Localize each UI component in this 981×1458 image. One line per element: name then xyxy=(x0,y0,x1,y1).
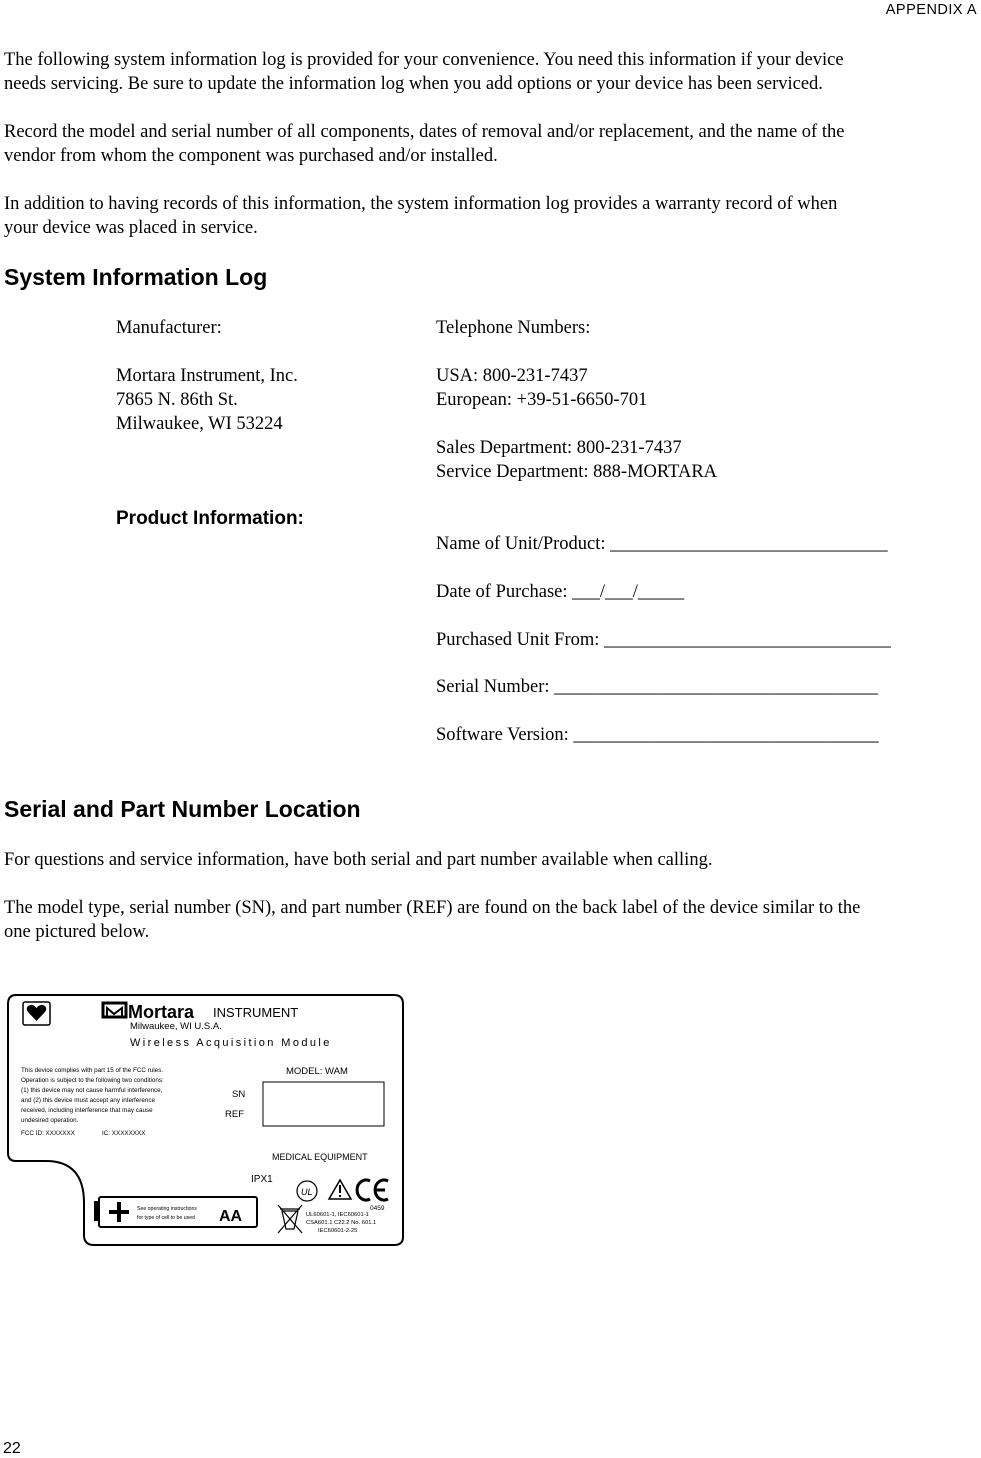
fcc-line: undesired operation. xyxy=(21,1117,79,1124)
battery-note-line: See operating instructions xyxy=(137,1206,197,1212)
intro-paragraph-3 xyxy=(4,192,974,240)
label-medical: MEDICAL EQUIPMENT xyxy=(272,1152,368,1162)
fcc-line: received, including interference that may cause xyxy=(21,1107,153,1114)
location-paragraph-2 xyxy=(4,896,974,944)
text-line: needs servicing. Be sure to update the information log when you add options or your device has been serviced. xyxy=(4,74,823,94)
serial-location-heading: Serial and Part Number Location xyxy=(4,796,361,822)
device-back-label xyxy=(6,993,406,1249)
standard-line: IEC60601-2-25 xyxy=(318,1228,358,1234)
phone-line: USA: 800-231-7437 xyxy=(436,366,588,386)
department-numbers xyxy=(436,436,717,484)
battery-note-line: for type of cell to be used xyxy=(137,1215,195,1221)
product-info-label: Product Information: xyxy=(116,508,304,529)
text-line: The following system information log is provided for your convenience. You need this information if your device xyxy=(4,50,844,70)
label-ipx: IPX1 xyxy=(251,1174,273,1185)
address-line: Milwaukee, WI 53224 xyxy=(116,414,283,434)
text-line: In addition to having records of this information, the system information log provides a warranty record of when xyxy=(4,194,838,214)
telephone-label: Telephone Numbers: xyxy=(436,318,591,338)
label-city: Milwaukee, WI U.S.A. xyxy=(130,1021,222,1032)
fcc-line: and (2) this device must accept any interference xyxy=(21,1097,156,1104)
standard-line: CSA601.1 C22.2 No. 601.1 xyxy=(306,1220,377,1226)
text-line: Record the model and serial number of all components, dates of removal and/or replacement, and the name of the xyxy=(4,122,845,142)
ul-mark-text: UL xyxy=(301,1187,313,1197)
text-line: The model type, serial number (SN), and part number (REF) are found on the back label of the device similar to the xyxy=(4,898,861,918)
cert-number: 0459 xyxy=(370,1205,385,1212)
heart-icon xyxy=(23,1002,50,1025)
ul-mark-icon xyxy=(297,1181,317,1201)
ic-number: IC: XXXXXXXX xyxy=(102,1130,146,1137)
intro-paragraph-1 xyxy=(4,48,974,96)
field-purchased-from: Purchased Unit From: _______________________________ xyxy=(436,630,891,650)
location-paragraph-1: For questions and service information, have both serial and part number available when calling. xyxy=(4,850,713,870)
phone-line: European: +39-51-6650-701 xyxy=(436,390,648,410)
label-brand-suffix: INSTRUMENT xyxy=(213,1005,299,1020)
label-sn: SN xyxy=(232,1089,246,1100)
department-line: Sales Department: 800-231-7437 xyxy=(436,438,682,458)
field-serial-number: Serial Number: ___________________________________ xyxy=(436,677,878,697)
intro-paragraph-2 xyxy=(4,120,974,168)
address-line: Mortara Instrument, Inc. xyxy=(116,366,298,386)
text-line: one pictured below. xyxy=(4,922,150,942)
field-product-name: Name of Unit/Product: ______________________________ xyxy=(436,534,888,554)
manufacturer-address xyxy=(116,364,298,436)
text-line: your device was placed in service. xyxy=(4,218,258,238)
label-model: MODEL: WAM xyxy=(286,1066,348,1077)
address-line: 7865 N. 86th St. xyxy=(116,390,238,410)
fcc-line: Operation is subject to the following two conditions: xyxy=(21,1077,164,1084)
label-product: Wireless Acquisition Module xyxy=(130,1037,332,1049)
manufacturer-label: Manufacturer: xyxy=(116,318,222,338)
field-purchase-date: Date of Purchase: ___/___/_____ xyxy=(436,582,685,602)
fcc-id: FCC ID: XXXXXXX xyxy=(21,1130,75,1137)
serial-box xyxy=(263,1082,384,1126)
field-software-version: Software Version: _________________________________ xyxy=(436,725,879,745)
device-label-drawing xyxy=(6,993,406,1249)
label-ref: REF xyxy=(225,1109,244,1120)
battery-type: AA xyxy=(219,1208,243,1225)
department-line: Service Department: 888-MORTARA xyxy=(436,462,718,482)
fcc-line: This device complies with part 15 of the FCC rules. xyxy=(21,1067,164,1074)
system-info-heading: System Information Log xyxy=(4,264,268,290)
phone-numbers xyxy=(436,364,647,412)
text-line: vendor from whom the component was purchased and/or installed. xyxy=(4,146,498,166)
fcc-line: (1) this device may not cause harmful interference, xyxy=(21,1087,163,1094)
page-number: 22 xyxy=(3,1440,21,1457)
standard-line: UL60601-1, IEC60601-1 xyxy=(306,1212,369,1218)
label-brand: Mortara xyxy=(128,1002,195,1022)
appendix-header: APPENDIX A xyxy=(885,2,977,18)
